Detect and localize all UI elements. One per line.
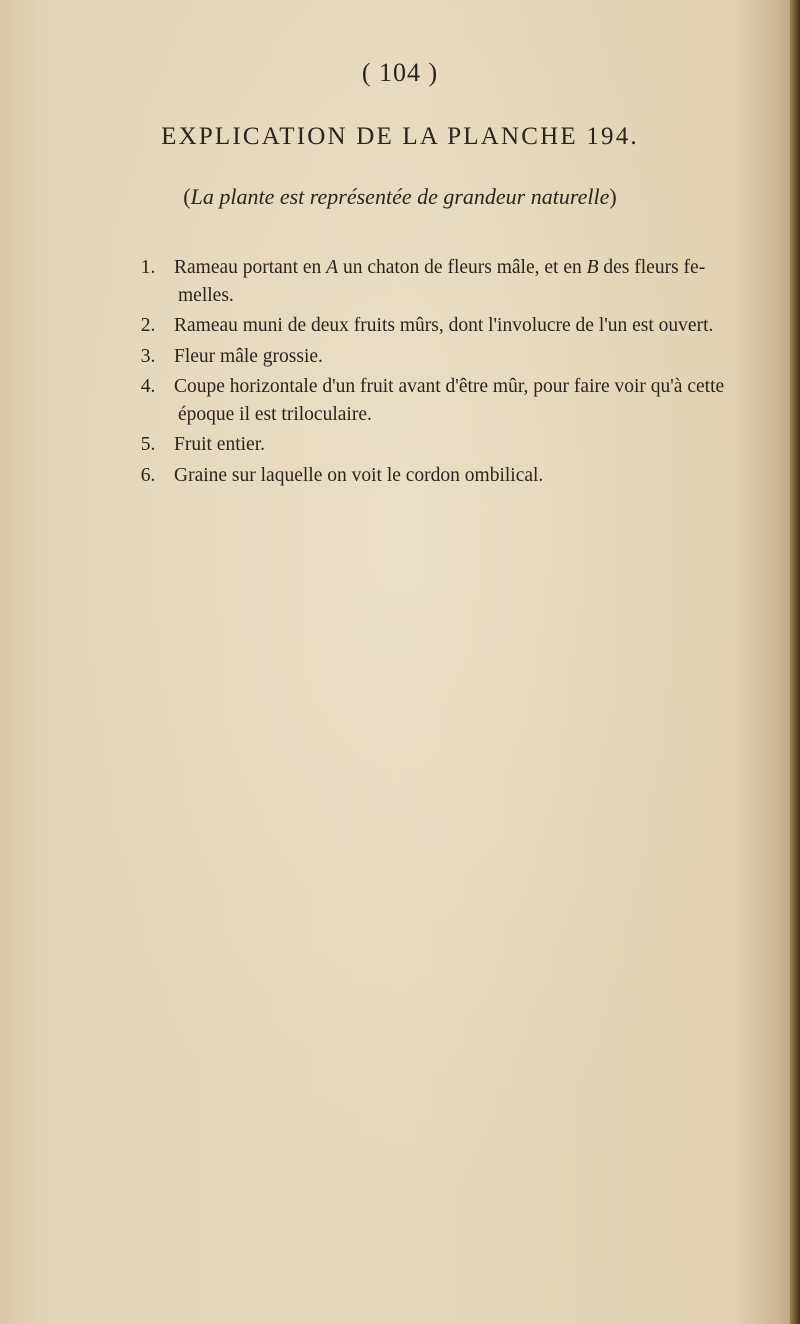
legend-item-text: Coupe horizontale d'un fruit avant d'être mûr, pour faire voir qu'à cette	[174, 376, 725, 397]
legend-item-continuation: époque il est triloculaire.	[178, 403, 372, 425]
legend-item-4	[122, 373, 732, 401]
figure-letter-b: B	[586, 257, 599, 278]
legend-item-number: 3.	[140, 345, 156, 367]
page-number: ( 104 )	[361, 58, 439, 87]
legend-item-continuation: melles.	[178, 284, 234, 306]
legend-item-2	[122, 312, 732, 340]
legend-item-5	[122, 431, 732, 459]
legend-item-text: Graine sur laquelle on voit le cordon ombilical.	[174, 464, 544, 486]
subtitle-text: La plante est représentée de grandeur naturelle	[190, 184, 610, 209]
plate-explanation-heading: EXPLICATION DE LA PLANCHE 194.	[161, 123, 639, 150]
legend-item-3	[122, 343, 732, 371]
legend-item-text: Fruit entier.	[174, 434, 265, 455]
legend-item-number: 1.	[140, 257, 156, 278]
figure-legend-list	[122, 254, 732, 489]
legend-item-number: 4.	[140, 376, 156, 397]
legend-item-text: Fleur mâle grossie.	[174, 345, 323, 367]
legend-item-number: 2.	[140, 315, 156, 336]
legend-item-6	[122, 462, 732, 490]
plate-subtitle: (La plante est représentée de grandeur naturelle)	[183, 184, 617, 209]
figure-letter-a: A	[326, 257, 339, 278]
legend-item-text: Rameau muni de deux fruits mûrs, dont l'involucre de l'un est ouvert.	[174, 315, 714, 336]
legend-item-1	[122, 254, 732, 282]
legend-item-number: 6.	[140, 464, 156, 486]
legend-item-text: Rameau portant en A un chaton de fleurs mâle, et en B des fleurs fe-	[174, 257, 706, 278]
legend-item-number: 5.	[140, 434, 156, 455]
